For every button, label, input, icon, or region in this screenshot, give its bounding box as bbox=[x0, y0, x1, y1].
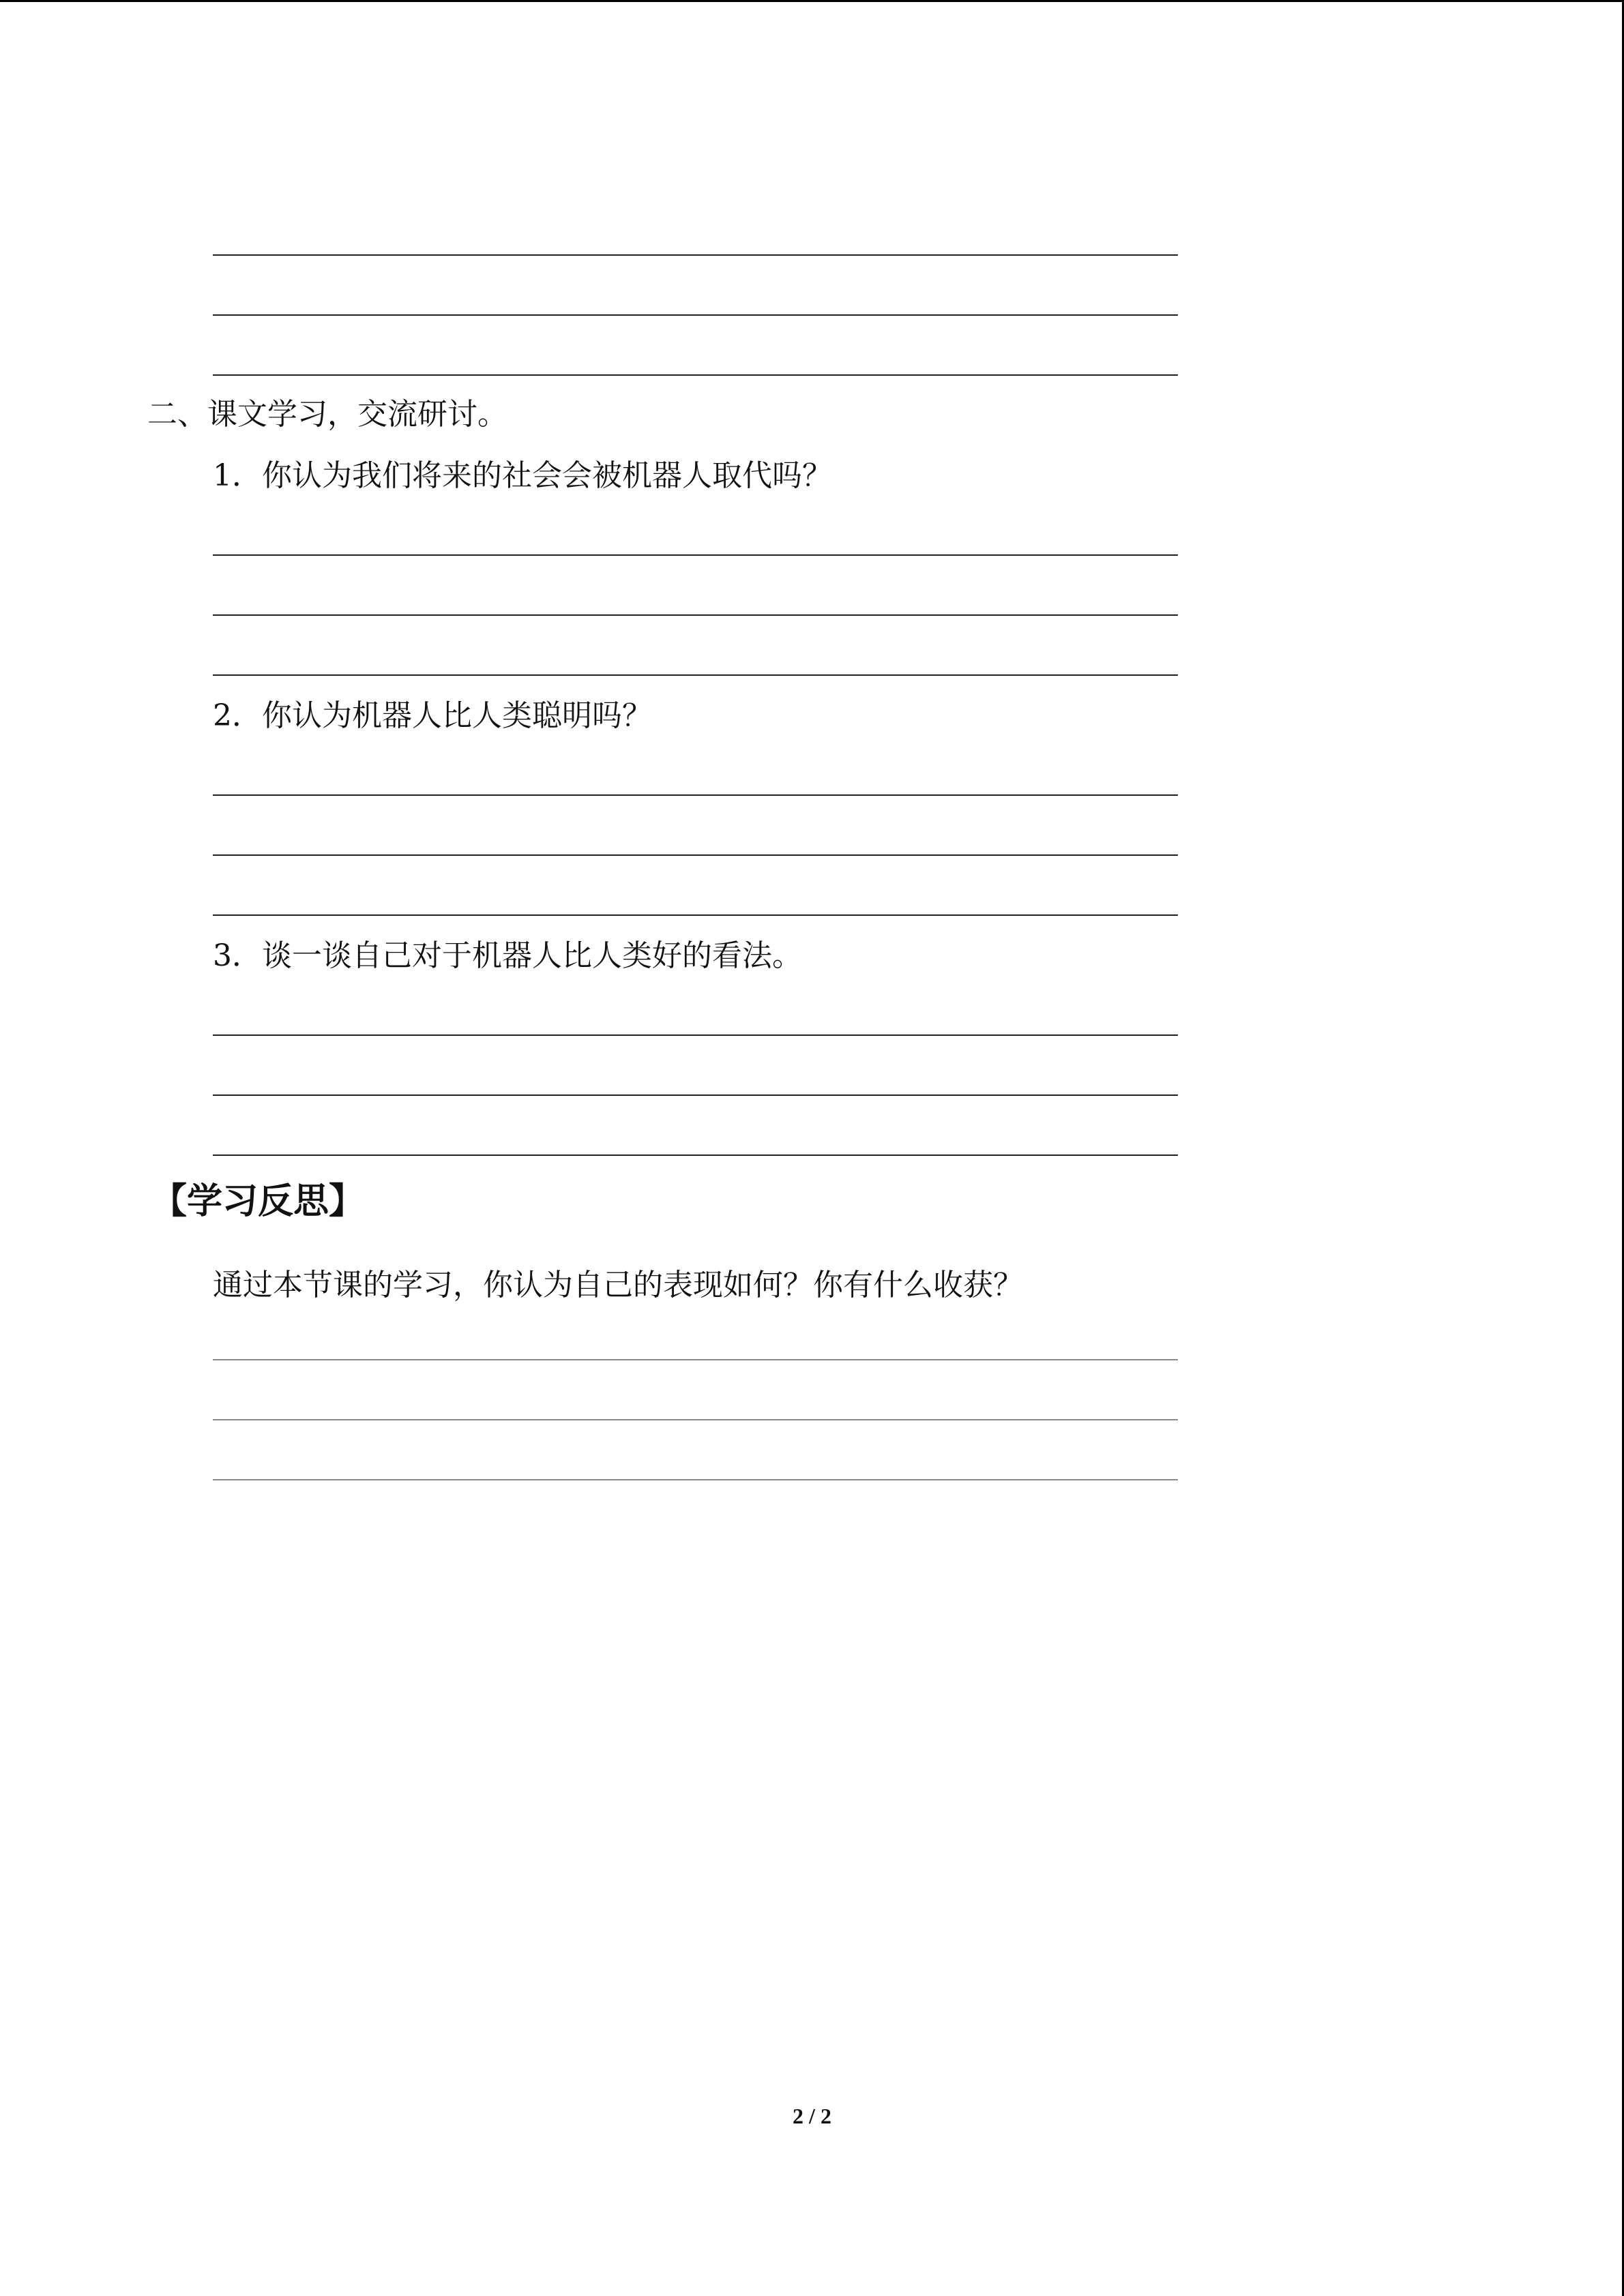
answer-line[interactable] bbox=[213, 1419, 1178, 1420]
question-1-label: 1．你认为我们将来的社会会被机器人取代吗？ bbox=[213, 458, 832, 493]
answer-line[interactable] bbox=[213, 794, 1178, 796]
answer-line[interactable] bbox=[213, 1154, 1178, 1156]
question-3-label: 3．谈一谈自己对于机器人比人类好的看法。 bbox=[213, 938, 802, 973]
page-border-top bbox=[0, 0, 1624, 2]
answer-line[interactable] bbox=[213, 854, 1178, 856]
answer-line[interactable] bbox=[213, 1359, 1178, 1360]
reflection-prompt: 通过本节课的学习，你认为自己的表现如何？你有什么收获？ bbox=[213, 1268, 1023, 1302]
section-two-title: 二、课文学习，交流研讨。 bbox=[147, 397, 507, 432]
answer-line[interactable] bbox=[213, 614, 1178, 616]
answer-line[interactable] bbox=[213, 1094, 1178, 1096]
question-2-label: 2．你认为机器人比人类聪明吗？ bbox=[213, 698, 652, 733]
answer-line[interactable] bbox=[213, 674, 1178, 676]
answer-line[interactable] bbox=[213, 1479, 1178, 1480]
answer-line[interactable] bbox=[213, 254, 1178, 256]
page-number: 2 / 2 bbox=[793, 2104, 831, 2128]
answer-line[interactable] bbox=[213, 1034, 1178, 1036]
answer-line[interactable] bbox=[213, 314, 1178, 316]
answer-line[interactable] bbox=[213, 554, 1178, 556]
answer-line[interactable] bbox=[213, 374, 1178, 376]
reflection-heading: 【学习反思】 bbox=[151, 1181, 365, 1222]
answer-line[interactable] bbox=[213, 914, 1178, 916]
